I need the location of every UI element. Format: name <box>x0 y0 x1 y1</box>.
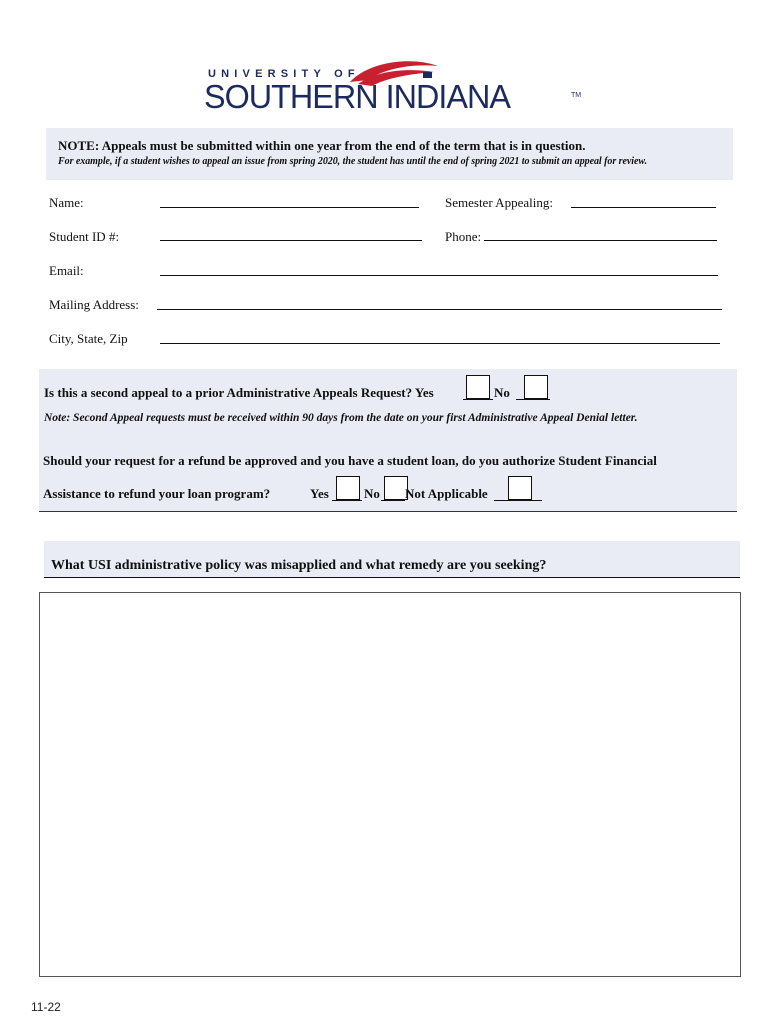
second-appeal-question: Is this a second appeal to a prior Administrative Appeals Request? Yes <box>44 385 434 400</box>
logo-top-text: UNIVERSITY OF <box>208 68 360 80</box>
policy-answer-textarea[interactable] <box>39 592 741 977</box>
refund-yes-checkbox[interactable] <box>336 476 360 500</box>
refund-no-label: No <box>364 486 380 501</box>
university-logo <box>200 56 590 126</box>
refund-not-applicable-label: Not Applicable <box>405 486 488 501</box>
refund-question-line1: Should your request for a refund be approved and you have a student loan, do you authorize Student Financial <box>43 453 657 468</box>
policy-question: What USI administrative policy was misapplied and what remedy are you seeking? <box>51 558 547 573</box>
semester-field[interactable] <box>571 207 716 208</box>
note-text <box>58 138 586 154</box>
phone-field[interactable] <box>484 240 717 241</box>
second-appeal-note: Note: Second Appeal requests must be received within 90 days from the date on your first Administrative Appeal Denial letter. <box>44 412 638 424</box>
mailing-address-field[interactable] <box>157 309 722 310</box>
form-revision-code: 11-22 <box>31 1000 61 1014</box>
second-appeal-no-label: No <box>494 385 510 400</box>
student-id-label: Student ID #: <box>49 229 120 244</box>
refund-question-line2: Assistance to refund your loan program? <box>43 486 271 501</box>
refund-no-underline <box>381 500 405 501</box>
name-label: Name: <box>49 195 84 210</box>
second-appeal-yes-checkbox[interactable] <box>466 375 490 399</box>
refund-yes-label: Yes <box>310 486 329 501</box>
city-state-zip-label: City, State, Zip <box>49 331 128 346</box>
city-state-zip-field[interactable] <box>160 343 720 344</box>
phone-label: Phone: <box>445 229 482 244</box>
no-underline <box>516 399 550 400</box>
note-label: NOTE: <box>58 138 100 153</box>
logo-trademark: TM <box>571 92 582 99</box>
note-example: For example, if a student wishes to appeal an issue from spring 2020, the student has until the end of spring 2021 to submit an appeal for review. <box>58 156 648 167</box>
refund-not-applicable-checkbox[interactable] <box>508 476 532 500</box>
student-id-field[interactable] <box>160 240 422 241</box>
semester-label: Semester Appealing: <box>445 195 553 210</box>
refund-na-underline <box>494 500 542 501</box>
refund-yes-underline <box>332 500 362 501</box>
note-body: Appeals must be submitted within one year from the end of the term that is in question. <box>99 138 586 153</box>
mailing-address-label: Mailing Address: <box>49 297 139 312</box>
yes-underline <box>463 399 493 400</box>
email-field[interactable] <box>160 275 718 276</box>
name-field[interactable] <box>160 207 419 208</box>
email-label: Email: <box>49 263 84 278</box>
note-banner <box>46 128 733 180</box>
second-appeal-no-checkbox[interactable] <box>524 375 548 399</box>
logo-main-text: SOUTHERN INDIANA <box>204 78 510 115</box>
